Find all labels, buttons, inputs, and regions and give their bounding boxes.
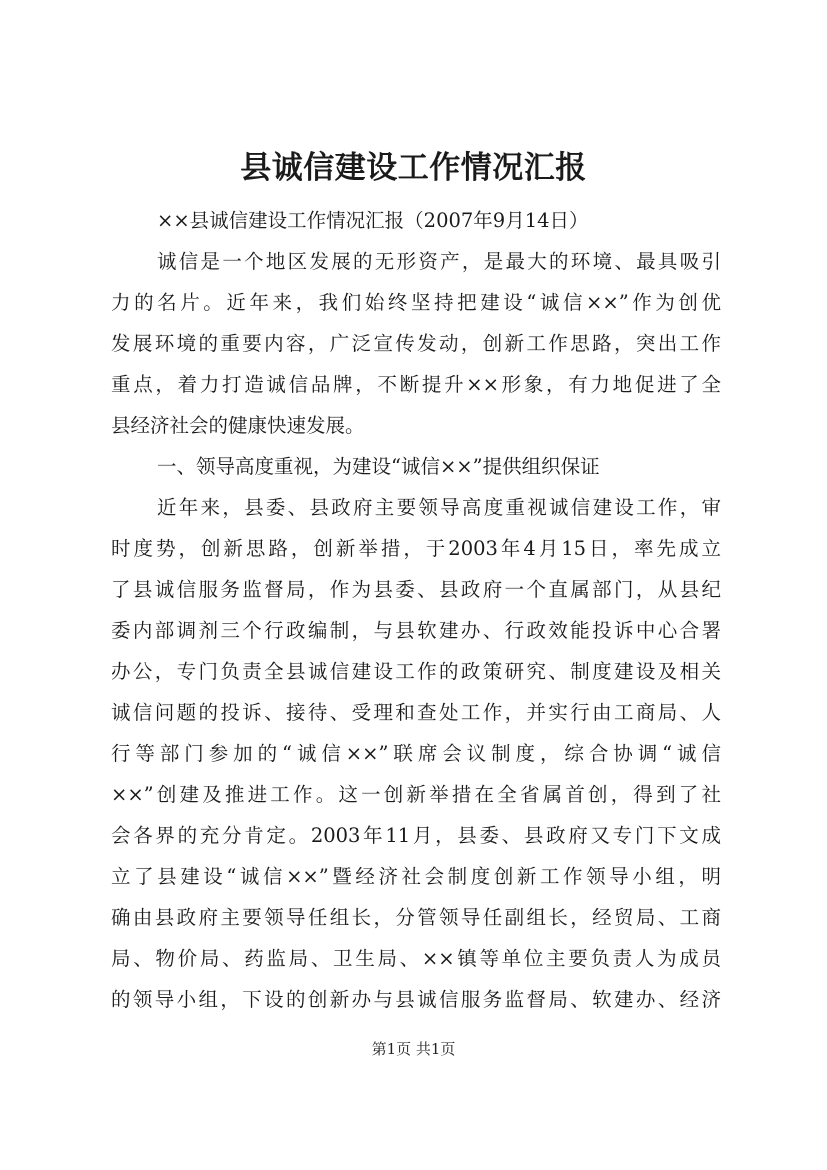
body-line: 局、物价局、药监局、卫生局、××镇等单位主要负责人为成员 (111, 947, 721, 970)
body-line: 重点，着力打造诚信品牌，不断提升××形象，有力地促进了全 (111, 373, 721, 396)
section-heading: 一、领导高度重视，为建设“诚信××”提供组织保证 (157, 455, 600, 478)
body-line: 办公，专门负责全县诚信建设工作的政策研究、制度建设及相关 (111, 660, 721, 683)
body-line: 委内部调剂三个行政编制，与县软建办、行政效能投诉中心合署 (111, 619, 721, 642)
body-line: 诚信是一个地区发展的无形资产，是最大的环境、最具吸引 (157, 250, 721, 273)
body-line: 近年来，县委、县政府主要领导高度重视诚信建设工作，审 (157, 496, 721, 519)
subtitle-line: ××县诚信建设工作情况汇报（2007年9月14日） (157, 209, 589, 232)
body-line: 立了县建设“诚信××”暨经济社会制度创新工作领导小组，明 (111, 865, 721, 888)
body-line: 确由县政府主要领导任组长，分管领导任副组长，经贸局、工商 (111, 906, 721, 929)
body-line: 的领导小组，下设的创新办与县诚信服务监督局、软建办、经济 (111, 988, 721, 1011)
body-line: ××”创建及推进工作。这一创新举措在全省属首创，得到了社 (111, 783, 721, 806)
body-line: 县经济社会的健康快速发展。 (111, 414, 365, 437)
body-line: 了县诚信服务监督局，作为县委、县政府一个直属部门，从县纪 (111, 578, 721, 601)
document-title: 县诚信建设工作情况汇报 (240, 150, 587, 186)
body-line: 力的名片。近年来，我们始终坚持把建设“诚信××”作为创优 (111, 291, 721, 314)
body-line: 发展环境的重要内容，广泛宣传发动，创新工作思路，突出工作 (111, 332, 721, 355)
body-line: 会各界的充分肯定。2003年11月，县委、县政府又专门下文成 (111, 824, 721, 847)
body-line: 诚信问题的投诉、接待、受理和查处工作，并实行由工商局、人 (111, 701, 721, 724)
body-line: 行等部门参加的“诚信××”联席会议制度，综合协调“诚信 (111, 742, 721, 765)
body-line: 时度势，创新思路，创新举措，于2003年4月15日，率先成立 (111, 537, 721, 560)
page-number-footer: 第1页 共1页 (371, 1040, 456, 1058)
document-body (111, 200, 721, 1020)
